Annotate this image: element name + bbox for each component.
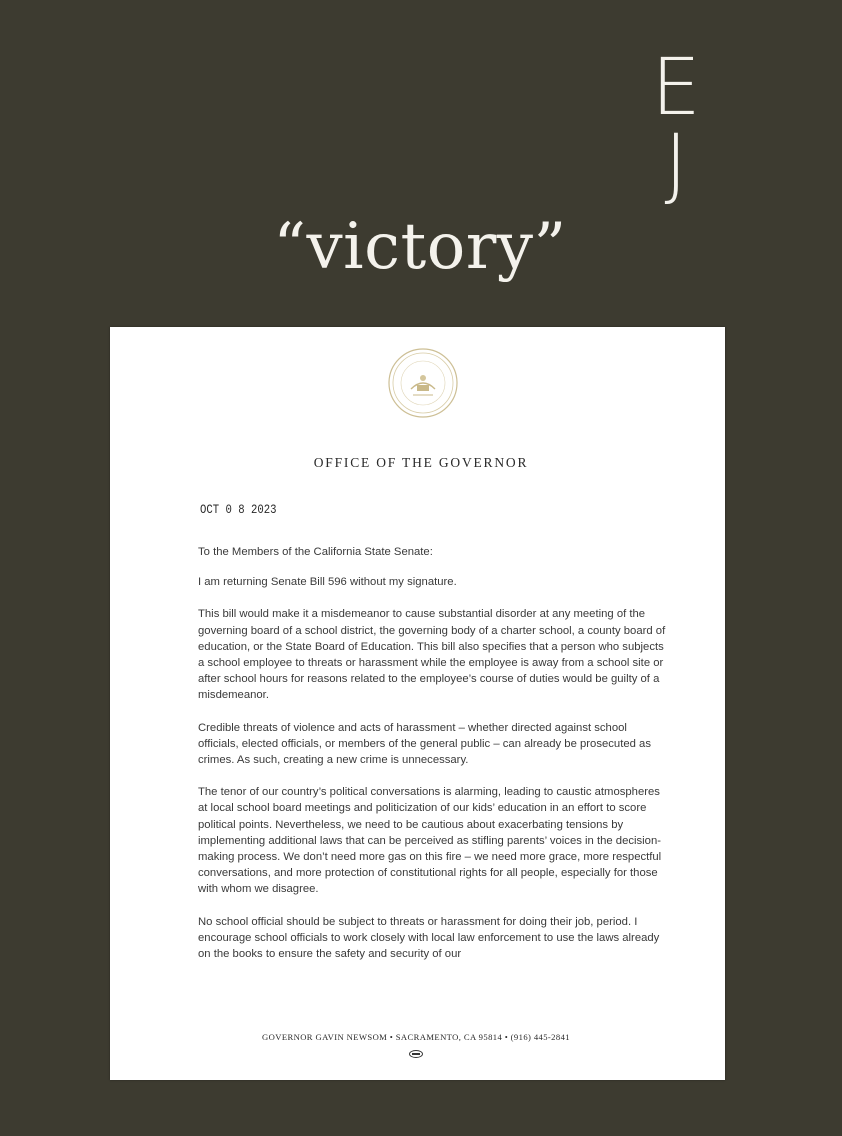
- paragraph-1: I am returning Senate Bill 596 without my signature.: [198, 576, 457, 589]
- monogram-letter-e: E: [651, 43, 701, 133]
- letter-body: [198, 544, 668, 978]
- salutation: To the Members of the California State Senate:: [198, 546, 433, 558]
- paragraph-5: No school official should be subject to threats or harassment for doing their job, period. I encourage school officials to work closely with local law enforcement to use the laws already on the books to ensure the safety and security of our: [198, 915, 660, 961]
- monogram-letter-j: J: [664, 119, 688, 209]
- date-stamp: OCT 0 8 2023: [200, 503, 277, 517]
- paragraph-3: Credible threats of violence and acts of harassment – whether directed against school officials, elected officials, or members of the general public – can already be prosecuted as crimes. As such, creating a new crime is unnecessary.: [198, 721, 651, 767]
- headline-victory: “victory”: [273, 210, 567, 284]
- office-heading: OFFICE OF THE GOVERNOR: [313, 455, 529, 470]
- governor-letter: [110, 327, 725, 1080]
- state-seal-icon: [387, 347, 459, 419]
- paragraph-4: The tenor of our country’s political conversations is alarming, leading to caustic atmospheres at local school board meetings and politicization of our kids’ education in an effort to score political points. Nevertheless, we need to be cautious about exacerbating tensions by implementing additional laws that can be perceived as stifling parents’ voices in the decision-making process. We don’t need more gas on this fire – we need more grace, more respectful conversations, and more protection of constitutional rights for all people, especially for those with whom we disagree.: [198, 786, 662, 896]
- letterhead-footer: GOVERNOR GAVIN NEWSOM • SACRAMENTO, CA 95814 • (916) 445-2841: [262, 1032, 570, 1042]
- paragraph-2: This bill would make it a misdemeanor to cause substantial disorder at any meeting of the governing board of a school district, the governing body of a charter school, a county board of education, or the State Board of Education. This bill also specifies that a person who subjects a school employee to threats or harassment while the employee is away from a school site or after school hours for reasons related to the employee’s course of duties would be guilty of a misdemeanor.: [198, 608, 666, 702]
- union-label-icon: [409, 1050, 423, 1058]
- ej-monogram: [646, 43, 706, 209]
